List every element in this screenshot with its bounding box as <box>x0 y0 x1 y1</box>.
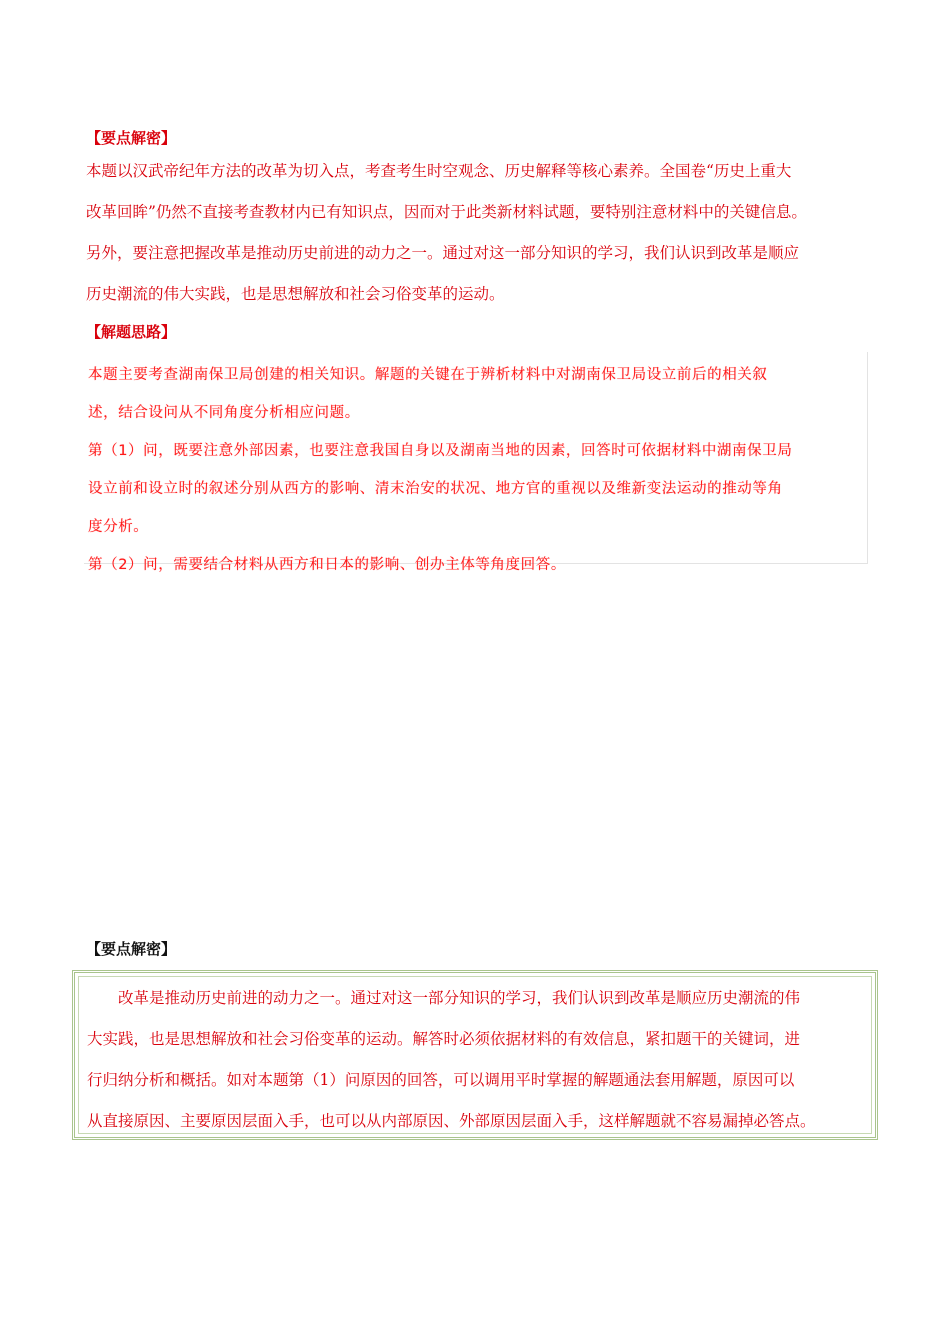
paragraph-line: 第（1）问，既要注意外部因素，也要注意我国自身以及湖南当地的因素，回答时可依据材料中湖南保卫局 <box>88 443 793 459</box>
paragraph-line: 历史潮流的伟大实践，也是思想解放和社会习俗变革的运动。 <box>86 285 505 303</box>
paragraph-line: 改革是推动历史前进的动力之一。通过对这一部分知识的学习，我们认识到改革是顺应历史潮流的伟 <box>118 989 801 1007</box>
key-points-summary-text <box>87 978 867 1142</box>
key-points-paragraph <box>86 151 876 315</box>
paragraph-line: 另外，要注意把握改革是推动历史前进的动力之一。通过对这一部分知识的学习，我们认识到改革是顺应 <box>86 244 800 262</box>
section-heading-solution-approach: 【解题思路】 <box>86 323 177 341</box>
solution-approach-box <box>84 352 868 573</box>
paragraph-line: 第（2）问，需要结合材料从西方和日本的影响、创办主体等角度回答。 <box>88 557 566 573</box>
paragraph-line: 本题以汉武帝纪年方法的改革为切入点，考查考生时空观念、历史解释等核心素养。全国卷“历史上重大 <box>86 162 792 180</box>
paragraph-line: 本题主要考查湖南保卫局创建的相关知识。解题的关键在于辨析材料中对湖南保卫局设立前后的相关叙 <box>88 367 768 383</box>
paragraph-line: 设立前和设立时的叙述分别从西方的影响、清末治安的状况、地方官的重视以及维新变法运动的推动等角 <box>88 481 783 497</box>
paragraph-line: 大实践，也是思想解放和社会习俗变革的运动。解答时必须依据材料的有效信息，紧扣题干的关键词，进 <box>87 1030 801 1048</box>
section-heading-key-points-2: 【要点解密】 <box>86 940 177 958</box>
paragraph-line: 度分析。 <box>88 519 149 535</box>
key-points-summary-box <box>72 970 878 1140</box>
solution-approach-text <box>88 356 864 584</box>
paragraph-line: 行归纳分析和概括。如对本题第（1）问原因的回答，可以调用平时掌握的解题通法套用解题，原因可以 <box>87 1071 795 1089</box>
paragraph-line: 述，结合设问从不同角度分析相应问题。 <box>88 405 360 421</box>
section-heading-key-points: 【要点解密】 <box>86 129 177 147</box>
paragraph-line: 改革回眸”仍然不直接考查教材内已有知识点，因而对于此类新材料试题，要特别注意材料中的关键信息。 <box>86 203 807 221</box>
paragraph-line: 从直接原因、主要原因层面入手，也可以从内部原因、外部原因层面入手，这样解题就不容易漏掉必答点。 <box>87 1112 816 1130</box>
